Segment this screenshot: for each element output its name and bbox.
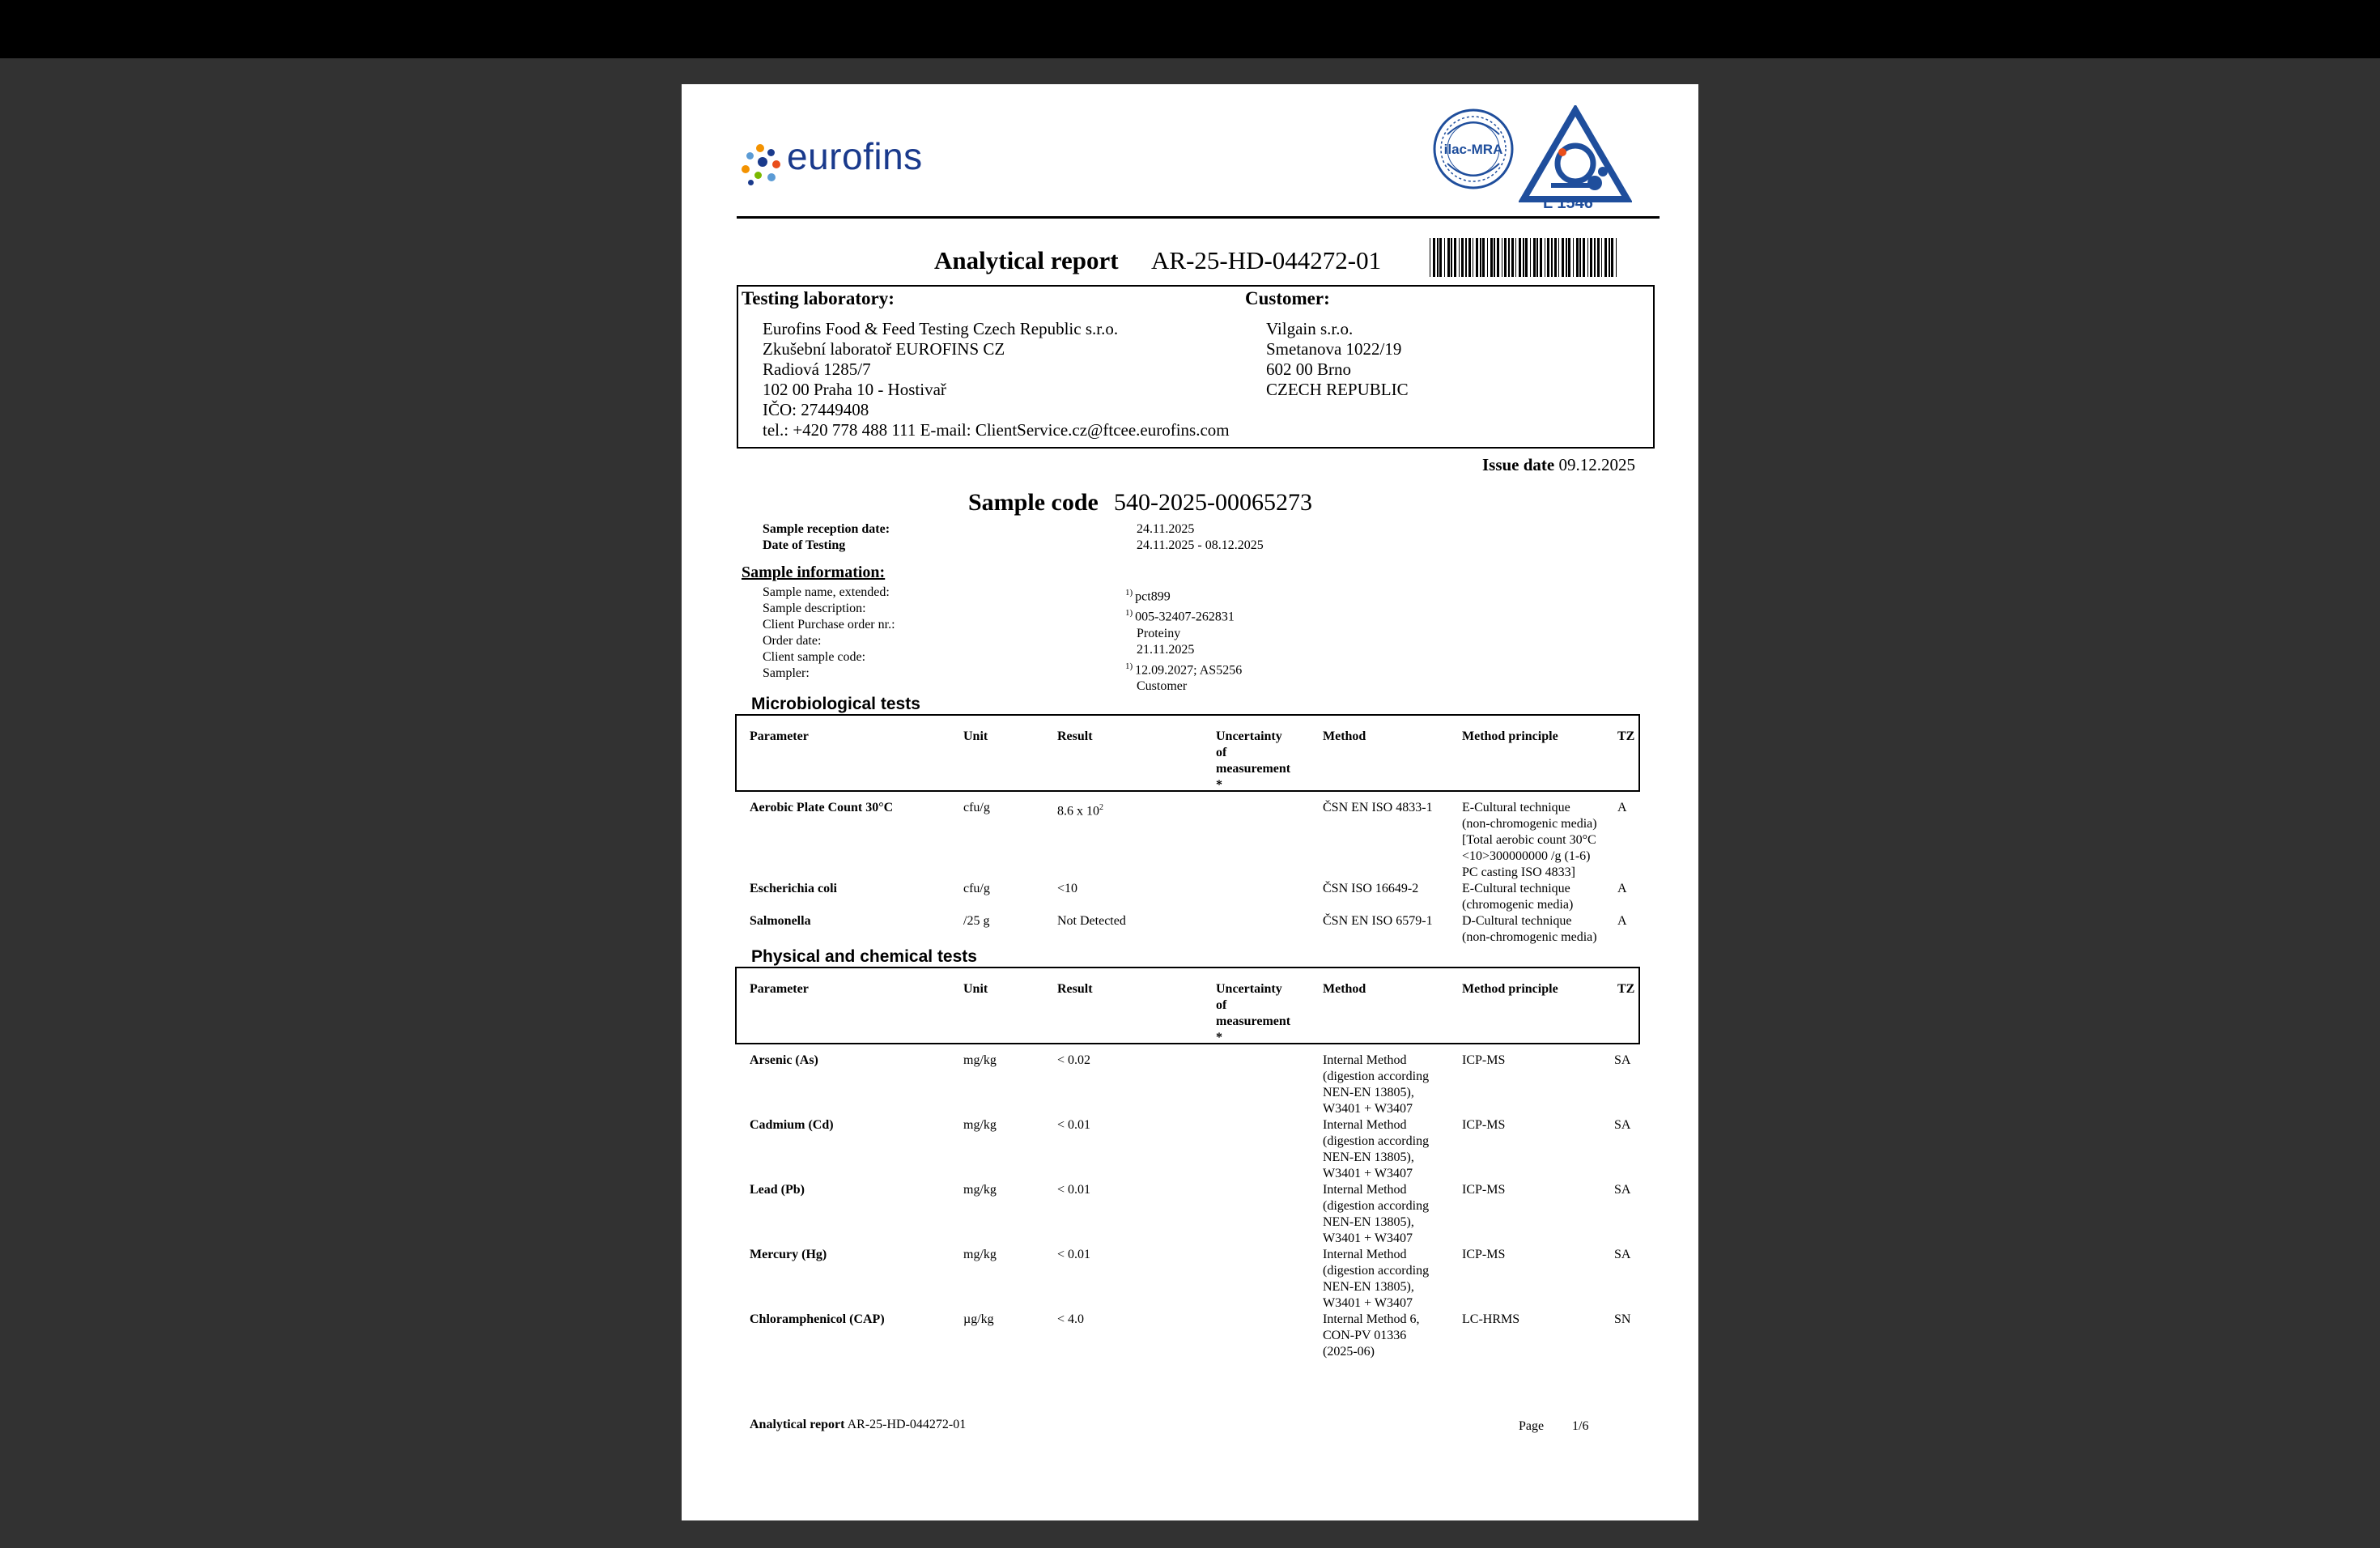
contact-line: tel.: +420 778 488 111 E-mail: ClientService.cz@ftcee.eurofins.com	[763, 420, 1230, 440]
testing-lab-address	[763, 319, 1230, 440]
sample-code-label: Sample code	[968, 489, 1099, 516]
info-label: Client Purchase order nr.:	[763, 618, 895, 632]
col-parameter: Parameter	[750, 982, 809, 996]
table-row-principle	[1462, 881, 1573, 913]
footer-report-ref	[750, 1417, 966, 1433]
info-value: pct899	[1135, 589, 1171, 604]
barcode-bar	[1597, 238, 1600, 277]
table-row-unit: cfu/g	[963, 801, 990, 814]
sample-info-labels	[763, 585, 895, 682]
barcode-icon	[1430, 238, 1621, 277]
barcode-bar	[1616, 238, 1617, 277]
barcode-bar	[1566, 238, 1567, 277]
lab-number: L 1546	[1543, 194, 1593, 212]
table-row-tz: A	[1617, 882, 1627, 895]
method-line: Internal Method 6,	[1323, 1312, 1420, 1326]
barcode-bar	[1594, 238, 1596, 277]
table-row-parameter: Arsenic (As)	[750, 1053, 818, 1067]
principle-line: <10>300000000 /g (1-6)	[1462, 849, 1591, 863]
barcode-bar	[1530, 238, 1531, 277]
col-tz: TZ	[1617, 982, 1635, 996]
table-row-tz: SA	[1614, 1118, 1631, 1132]
issue-date	[1482, 455, 1635, 475]
method-line: (digestion according	[1323, 1134, 1430, 1148]
table-row-unit: mg/kg	[963, 1183, 997, 1197]
barcode-bar	[1480, 238, 1481, 277]
sample-code-value: 540-2025-00065273	[1114, 489, 1312, 516]
method-line: CON-PV 01336	[1323, 1329, 1407, 1342]
method-line: Internal Method	[1323, 1118, 1407, 1132]
barcode-bar	[1437, 238, 1439, 277]
barcode-bar	[1604, 238, 1607, 277]
table-row-result: < 0.01	[1057, 1248, 1091, 1261]
footer-page-number: 1/6	[1572, 1419, 1589, 1433]
footer-code: AR-25-HD-044272-01	[847, 1418, 967, 1431]
customer-heading: Customer:	[1245, 288, 1330, 308]
barcode-bar	[1558, 238, 1559, 277]
barcode-bar	[1468, 238, 1471, 277]
method-line: (2025-06)	[1323, 1345, 1375, 1359]
address-line: 602 00 Brno	[1266, 359, 1351, 379]
eurofins-logo	[740, 134, 950, 191]
table-row-result: <10	[1057, 882, 1078, 895]
col-unit: Unit	[963, 982, 988, 996]
info-label: Order date:	[763, 634, 822, 648]
chem-table-header	[735, 967, 1640, 1044]
report-title: Analytical report	[934, 246, 1119, 274]
table-row-parameter: Cadmium (Cd)	[750, 1118, 834, 1132]
table-row-tz: SA	[1614, 1183, 1631, 1197]
method-line: (digestion according	[1323, 1264, 1430, 1278]
table-row-method	[1323, 1182, 1429, 1247]
info-value: 12.09.2027; AS5256	[1135, 662, 1243, 677]
info-value: 005-32407-262831	[1135, 610, 1235, 624]
method-line: (digestion according	[1323, 1199, 1430, 1213]
barcode-bar	[1579, 238, 1581, 277]
footnote-marker: 1)	[1125, 588, 1133, 598]
barcode-bar	[1451, 238, 1452, 277]
barcode-bar	[1482, 238, 1485, 277]
barcode-bar	[1525, 238, 1528, 277]
table-row-result: < 0.01	[1057, 1183, 1091, 1197]
col-uncertainty-line: *	[1216, 778, 1222, 792]
address-line: Eurofins Food & Feed Testing Czech Republic s.r.o.	[763, 319, 1119, 338]
ilac-mra-seal-icon	[1431, 107, 1515, 191]
barcode-bar	[1497, 238, 1499, 277]
table-row-result: < 0.01	[1057, 1118, 1091, 1132]
barcode-bar	[1562, 238, 1564, 277]
method-line: NEN-EN 13805),	[1323, 1215, 1414, 1229]
address-line: Radiová 1285/7	[763, 359, 871, 379]
table-row-principle: ICP-MS	[1462, 1118, 1506, 1132]
barcode-bar	[1511, 238, 1514, 277]
barcode-bar	[1540, 238, 1542, 277]
ilac-text: ilac-MRA	[1443, 142, 1503, 157]
barcode-bar	[1551, 238, 1553, 277]
table-row-tz: SA	[1614, 1053, 1631, 1067]
barcode-bar	[1576, 238, 1579, 277]
footer-label: Analytical report	[750, 1418, 845, 1431]
eurofins-dots-icon	[740, 144, 782, 186]
col-uncertainty-line: of	[1216, 998, 1227, 1012]
method-line: NEN-EN 13805),	[1323, 1086, 1414, 1099]
barcode-bar	[1583, 238, 1585, 277]
reception-date-value: 24.11.2025	[1137, 522, 1195, 536]
address-line: Vilgain s.r.o.	[1266, 319, 1354, 338]
table-row-parameter: Mercury (Hg)	[750, 1248, 827, 1261]
barcode-bar	[1515, 238, 1516, 277]
method-line: Internal Method	[1323, 1053, 1407, 1067]
principle-line: (chromogenic media)	[1462, 898, 1574, 912]
col-uncertainty-line: of	[1216, 746, 1227, 759]
barcode-bar	[1609, 238, 1610, 277]
document-page	[682, 84, 1698, 1520]
table-row-method	[1323, 1247, 1429, 1312]
principle-line: E-Cultural technique	[1462, 801, 1570, 814]
table-row-result: < 4.0	[1057, 1312, 1085, 1326]
principle-line: [Total aerobic count 30°C	[1462, 833, 1596, 847]
barcode-bar	[1433, 238, 1435, 277]
table-row-method: ČSN EN ISO 4833-1	[1323, 801, 1433, 814]
col-result: Result	[1057, 982, 1093, 996]
barcode-bar	[1519, 238, 1521, 277]
barcode-bar	[1587, 238, 1588, 277]
col-unit: Unit	[963, 729, 988, 743]
table-row-principle: ICP-MS	[1462, 1183, 1506, 1197]
barcode-bar	[1447, 238, 1450, 277]
method-line: (digestion according	[1323, 1070, 1430, 1083]
info-label: Sample name, extended:	[763, 585, 890, 599]
barcode-bar	[1459, 238, 1460, 277]
table-row-principle: ICP-MS	[1462, 1053, 1506, 1067]
table-row-parameter: Salmonella	[750, 914, 811, 928]
info-value: 21.11.2025	[1137, 642, 1195, 657]
micro-section-title: Microbiological tests	[751, 695, 920, 713]
table-row-method	[1323, 1053, 1429, 1117]
barcode-bar	[1590, 238, 1592, 277]
info-label: Sampler:	[763, 666, 810, 680]
info-value: Proteiny	[1137, 626, 1181, 640]
barcode-bar	[1444, 238, 1445, 277]
micro-table-header	[735, 714, 1640, 792]
eurofins-logo-text: eurofins	[787, 135, 923, 177]
col-uncertainty	[1216, 981, 1290, 1046]
table-row-principle	[1462, 913, 1597, 946]
barcode-bar	[1536, 238, 1538, 277]
method-line: NEN-EN 13805),	[1323, 1150, 1414, 1164]
col-uncertainty-line: measurement	[1216, 762, 1291, 776]
barcode-bar	[1487, 238, 1488, 277]
result-mantissa: 8.6 x 10	[1057, 804, 1099, 819]
table-row-tz: A	[1617, 914, 1627, 928]
barcode-bar	[1476, 238, 1478, 277]
chem-section-title: Physical and chemical tests	[751, 947, 977, 966]
col-parameter: Parameter	[750, 729, 809, 743]
barcode-bar	[1494, 238, 1495, 277]
issue-date-value: 09.12.2025	[1558, 455, 1635, 474]
footer-page-label: Page	[1519, 1419, 1545, 1433]
method-line: W3401 + W3407	[1323, 1167, 1413, 1180]
barcode-bar	[1504, 238, 1507, 277]
table-row-unit: cfu/g	[963, 882, 990, 895]
footnote-marker: 1)	[1125, 608, 1133, 619]
principle-line: E-Cultural technique	[1462, 882, 1570, 895]
col-tz: TZ	[1617, 729, 1635, 743]
barcode-bar	[1465, 238, 1467, 277]
sample-date-labels	[763, 521, 890, 554]
barcode-bar	[1490, 238, 1493, 277]
address-line: IČO: 27449408	[763, 400, 869, 419]
table-row-method	[1323, 1312, 1420, 1360]
principle-line: PC casting ISO 4833]	[1462, 865, 1575, 879]
customer-address	[1266, 319, 1409, 400]
col-principle: Method principle	[1462, 982, 1558, 996]
viewer-toolbar	[0, 0, 2380, 58]
barcode-bar	[1461, 238, 1464, 277]
table-row-method: ČSN ISO 16649-2	[1323, 882, 1419, 895]
table-row-method: ČSN EN ISO 6579-1	[1323, 914, 1433, 928]
barcode-bar	[1533, 238, 1536, 277]
barcode-bar	[1573, 238, 1574, 277]
method-line: NEN-EN 13805),	[1323, 1280, 1414, 1294]
issue-date-label: Issue date	[1481, 455, 1555, 474]
col-result: Result	[1057, 729, 1093, 743]
method-line: Internal Method	[1323, 1183, 1407, 1197]
col-uncertainty-line: Uncertainty	[1216, 729, 1282, 743]
table-row-unit: mg/kg	[963, 1118, 997, 1132]
barcode-bar	[1601, 238, 1602, 277]
col-uncertainty	[1216, 729, 1290, 793]
col-method: Method	[1323, 729, 1366, 743]
testing-date-value: 24.11.2025 - 08.12.2025	[1137, 538, 1264, 552]
table-row-tz: A	[1617, 801, 1627, 814]
table-row-unit: /25 g	[963, 914, 990, 928]
principle-line: (non-chromogenic media)	[1462, 817, 1597, 831]
reception-date-label: Sample reception date:	[763, 522, 890, 536]
barcode-bar	[1454, 238, 1456, 277]
table-row-parameter: Lead (Pb)	[750, 1183, 805, 1197]
address-line: CZECH REPUBLIC	[1266, 380, 1409, 399]
method-line: W3401 + W3407	[1323, 1102, 1413, 1116]
table-row-principle: LC-HRMS	[1462, 1312, 1520, 1326]
report-code: AR-25-HD-044272-01	[1151, 246, 1382, 274]
table-row-parameter: Aerobic Plate Count 30°C	[750, 801, 894, 814]
col-method: Method	[1323, 982, 1366, 996]
sample-info-heading: Sample information:	[742, 563, 886, 581]
table-row-unit: µg/kg	[963, 1312, 994, 1326]
info-value: Customer	[1137, 678, 1188, 693]
barcode-bar	[1508, 238, 1510, 277]
info-label: Sample description:	[763, 602, 866, 615]
table-row-unit: mg/kg	[963, 1053, 997, 1067]
sample-info-values	[1125, 585, 1242, 695]
table-row-result: < 0.02	[1057, 1053, 1091, 1067]
barcode-bar	[1568, 238, 1570, 277]
method-line: Internal Method	[1323, 1248, 1407, 1261]
table-row-tz: SN	[1614, 1312, 1631, 1326]
table-row-principle: ICP-MS	[1462, 1248, 1506, 1261]
method-line: W3401 + W3407	[1323, 1231, 1413, 1245]
principle-line: D-Cultural technique	[1462, 914, 1572, 928]
principle-line: (non-chromogenic media)	[1462, 930, 1597, 944]
info-label: Client sample code:	[763, 650, 866, 664]
barcode-bar	[1554, 238, 1557, 277]
table-row-method	[1323, 1117, 1429, 1182]
method-line: W3401 + W3407	[1323, 1296, 1413, 1310]
col-uncertainty-line: *	[1216, 1031, 1222, 1044]
barcode-bar	[1523, 238, 1524, 277]
result-exponent: 2	[1099, 803, 1103, 812]
sample-date-values	[1137, 521, 1264, 554]
address-line: 102 00 Praha 10 - Hostivař	[763, 380, 946, 399]
address-line: Smetanova 1022/19	[1266, 339, 1402, 359]
col-principle: Method principle	[1462, 729, 1558, 743]
table-row-tz: SA	[1614, 1248, 1631, 1261]
table-row-unit: mg/kg	[963, 1248, 997, 1261]
table-row-result	[1057, 800, 1103, 819]
table-row-principle	[1462, 800, 1597, 881]
barcode-bar	[1547, 238, 1549, 277]
col-uncertainty-line: Uncertainty	[1216, 982, 1282, 996]
col-uncertainty-line: measurement	[1216, 1014, 1291, 1028]
header-divider	[737, 216, 1660, 219]
barcode-bar	[1611, 238, 1613, 277]
footnote-marker: 1)	[1125, 661, 1133, 671]
table-row-result: Not Detected	[1057, 914, 1126, 928]
testing-date-label: Date of Testing	[763, 538, 846, 552]
barcode-bar	[1439, 238, 1442, 277]
table-row-parameter: Escherichia coli	[750, 882, 837, 895]
address-line: Zkušební laboratoř EUROFINS CZ	[763, 339, 1005, 359]
testing-lab-heading: Testing laboratory:	[742, 288, 895, 308]
table-row-parameter: Chloramphenicol (CAP)	[750, 1312, 885, 1326]
